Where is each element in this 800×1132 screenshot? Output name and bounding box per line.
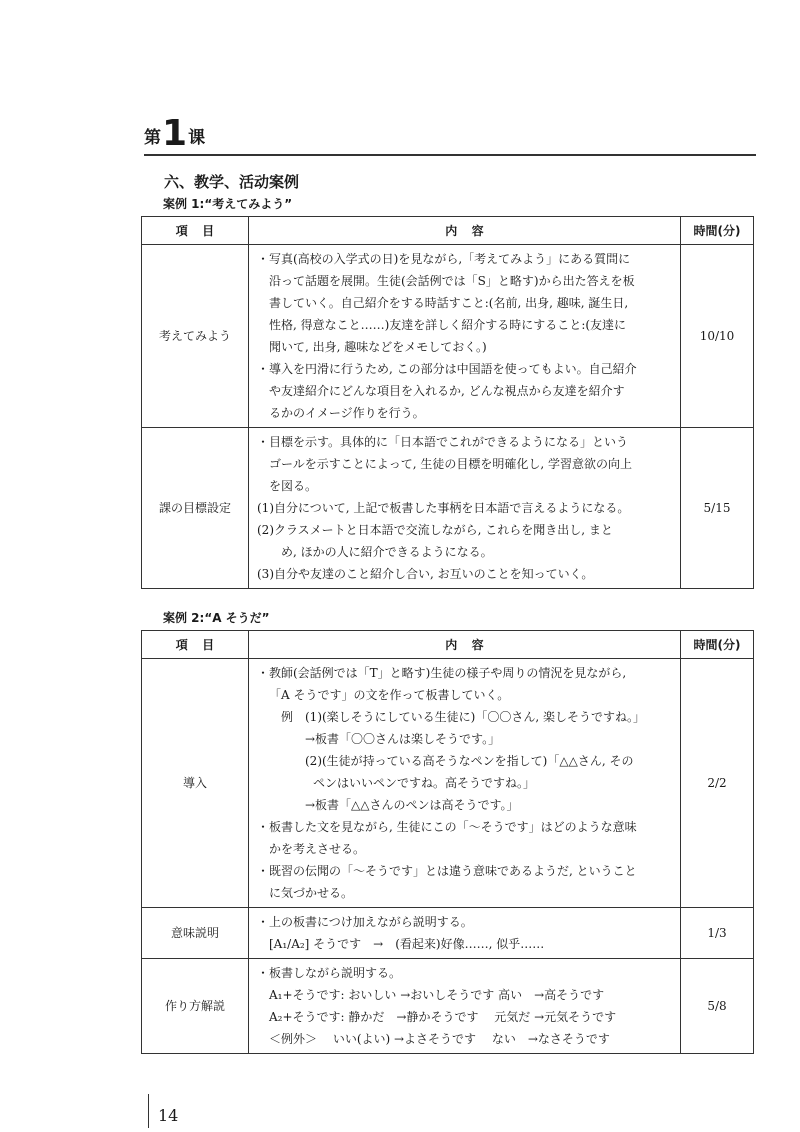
content-line: →板書「〇〇さんは楽しそうです。」 [305,732,501,746]
content-line: (2)(生徒が持っている高そうなペンを指して)「△△さん, その [305,754,634,768]
header-rule [144,154,756,156]
content-line: るかのイメージ作りを行う。 [269,406,425,420]
row-content [249,245,681,428]
case2-title: 案例 2:“A そうだ” [163,611,270,625]
case1-title: 案例 1:“考えてみよう” [163,197,293,211]
table-row [142,908,754,959]
content-line: ・写真(高校の入学式の日)を見ながら,「考えてみよう」にある質問に [257,252,631,266]
content-line: ・上の板書につけ加えながら説明する。 [257,915,473,929]
content-line: ・教師(会話例では「T」と略す)生徒の様子や周りの情況を見ながら, [257,666,627,680]
row-item: 意味説明 [142,908,249,959]
content-line: ペンはいいペンですね。高そうですね。」 [313,776,536,790]
content-line: 性格, 得意なこと……)友達を詳しく紹介する時にすること:(友達に [269,318,627,332]
row-time: 5/8 [681,959,754,1054]
column-header-time: 時間(分) [681,631,754,659]
column-header-time: 時間(分) [681,217,754,245]
column-header-content: 内容 [249,631,681,659]
content-line: 聞いて, 出身, 趣味などをメモしておく。) [269,340,487,354]
row-content [249,659,681,908]
content-line: ・既習の伝聞の「～そうです」とは違う意味であるようだ, ということ [257,864,637,878]
content-line: 書していく。自己紹介をする時話すこと:(名前, 出身, 趣味, 誕生日, [269,296,629,310]
row-content [249,908,681,959]
content-line: ・板書しながら説明する。 [257,966,402,980]
content-line: ＜例外＞ いい(よい) →よさそうです ない →なさそうです [269,1032,610,1046]
table-header-row [142,631,754,659]
content-line: め, ほかの人に紹介できるようになる。 [281,545,493,559]
column-header-item: 項目 [142,631,249,659]
section-heading: 六、教学、活动案例 [164,173,300,191]
row-content [249,959,681,1054]
column-header-item: 項目 [142,217,249,245]
content-line: A₁+そうです: おいしい →おいしそうです 高い →高そうです [269,988,605,1002]
lesson-prefix: 第 [144,128,161,148]
page-header [144,113,756,156]
page-number: 14 [158,1106,179,1125]
row-item: 考えてみよう [142,245,249,428]
table-header-row [142,217,754,245]
row-time: 10/10 [681,245,754,428]
column-header-content: 内容 [249,217,681,245]
lesson-number: 1 [162,113,188,154]
content-line: ・目標を示す。具体的に「日本語でこれができるようになる」という [257,435,629,449]
content-line: →板書「△△さんのペンは高そうです。」 [305,798,519,812]
row-time: 5/15 [681,428,754,589]
row-item: 導入 [142,659,249,908]
table-row [142,959,754,1054]
content-line: [A₁/A₂] そうです → (看起来)好像……, 似乎…… [269,937,545,951]
content-line: や友達紹介にどんな項目を入れるか, どんな視点から友達を紹介す [269,384,625,398]
row-content [249,428,681,589]
content-line: に気づかせる。 [269,886,354,900]
lesson-suffix: 课 [188,128,206,148]
table-row [142,428,754,589]
lesson-title [144,113,206,154]
case2-table [141,630,754,1054]
content-line: ・導入を円滑に行うため, この部分は中国語を使ってもよい。自己紹介 [257,362,637,376]
content-line: ・板書した文を見ながら, 生徒にこの「～そうです」はどのような意味 [257,820,637,834]
row-time: 2/2 [681,659,754,908]
row-item: 課の目標設定 [142,428,249,589]
row-time: 1/3 [681,908,754,959]
content-line: を図る。 [269,479,318,493]
content-line: ゴールを示すことによって, 生徒の目標を明確化し, 学習意欲の向上 [269,457,633,471]
table-row [142,245,754,428]
table-row [142,659,754,908]
content-line: 例 (1)(楽しそうにしている生徒に)「〇〇さん, 楽しそうですね。」 [281,710,645,724]
case1-table [141,216,754,589]
content-line: (2)クラスメートと日本語で交流しながら, これらを聞き出し, まと [257,523,613,537]
row-item: 作り方解説 [142,959,249,1054]
content-line: (3)自分や友達のこと紹介し合い, お互いのことを知っていく。 [257,567,594,581]
content-line: 「A そうです」の文を作って板書していく。 [269,688,510,702]
content-line: A₂+そうです: 静かだ →静かそうです 元気だ →元気そうです [269,1010,617,1024]
content-line: (1)自分について, 上記で板書した事柄を日本語で言えるようになる。 [257,501,630,515]
content-line: かを考えさせる。 [269,842,366,856]
content-line: 沿って話題を展開。生徒(会話例では「S」と略す)から出た答えを板 [269,274,635,288]
footer-rule [148,1094,149,1128]
